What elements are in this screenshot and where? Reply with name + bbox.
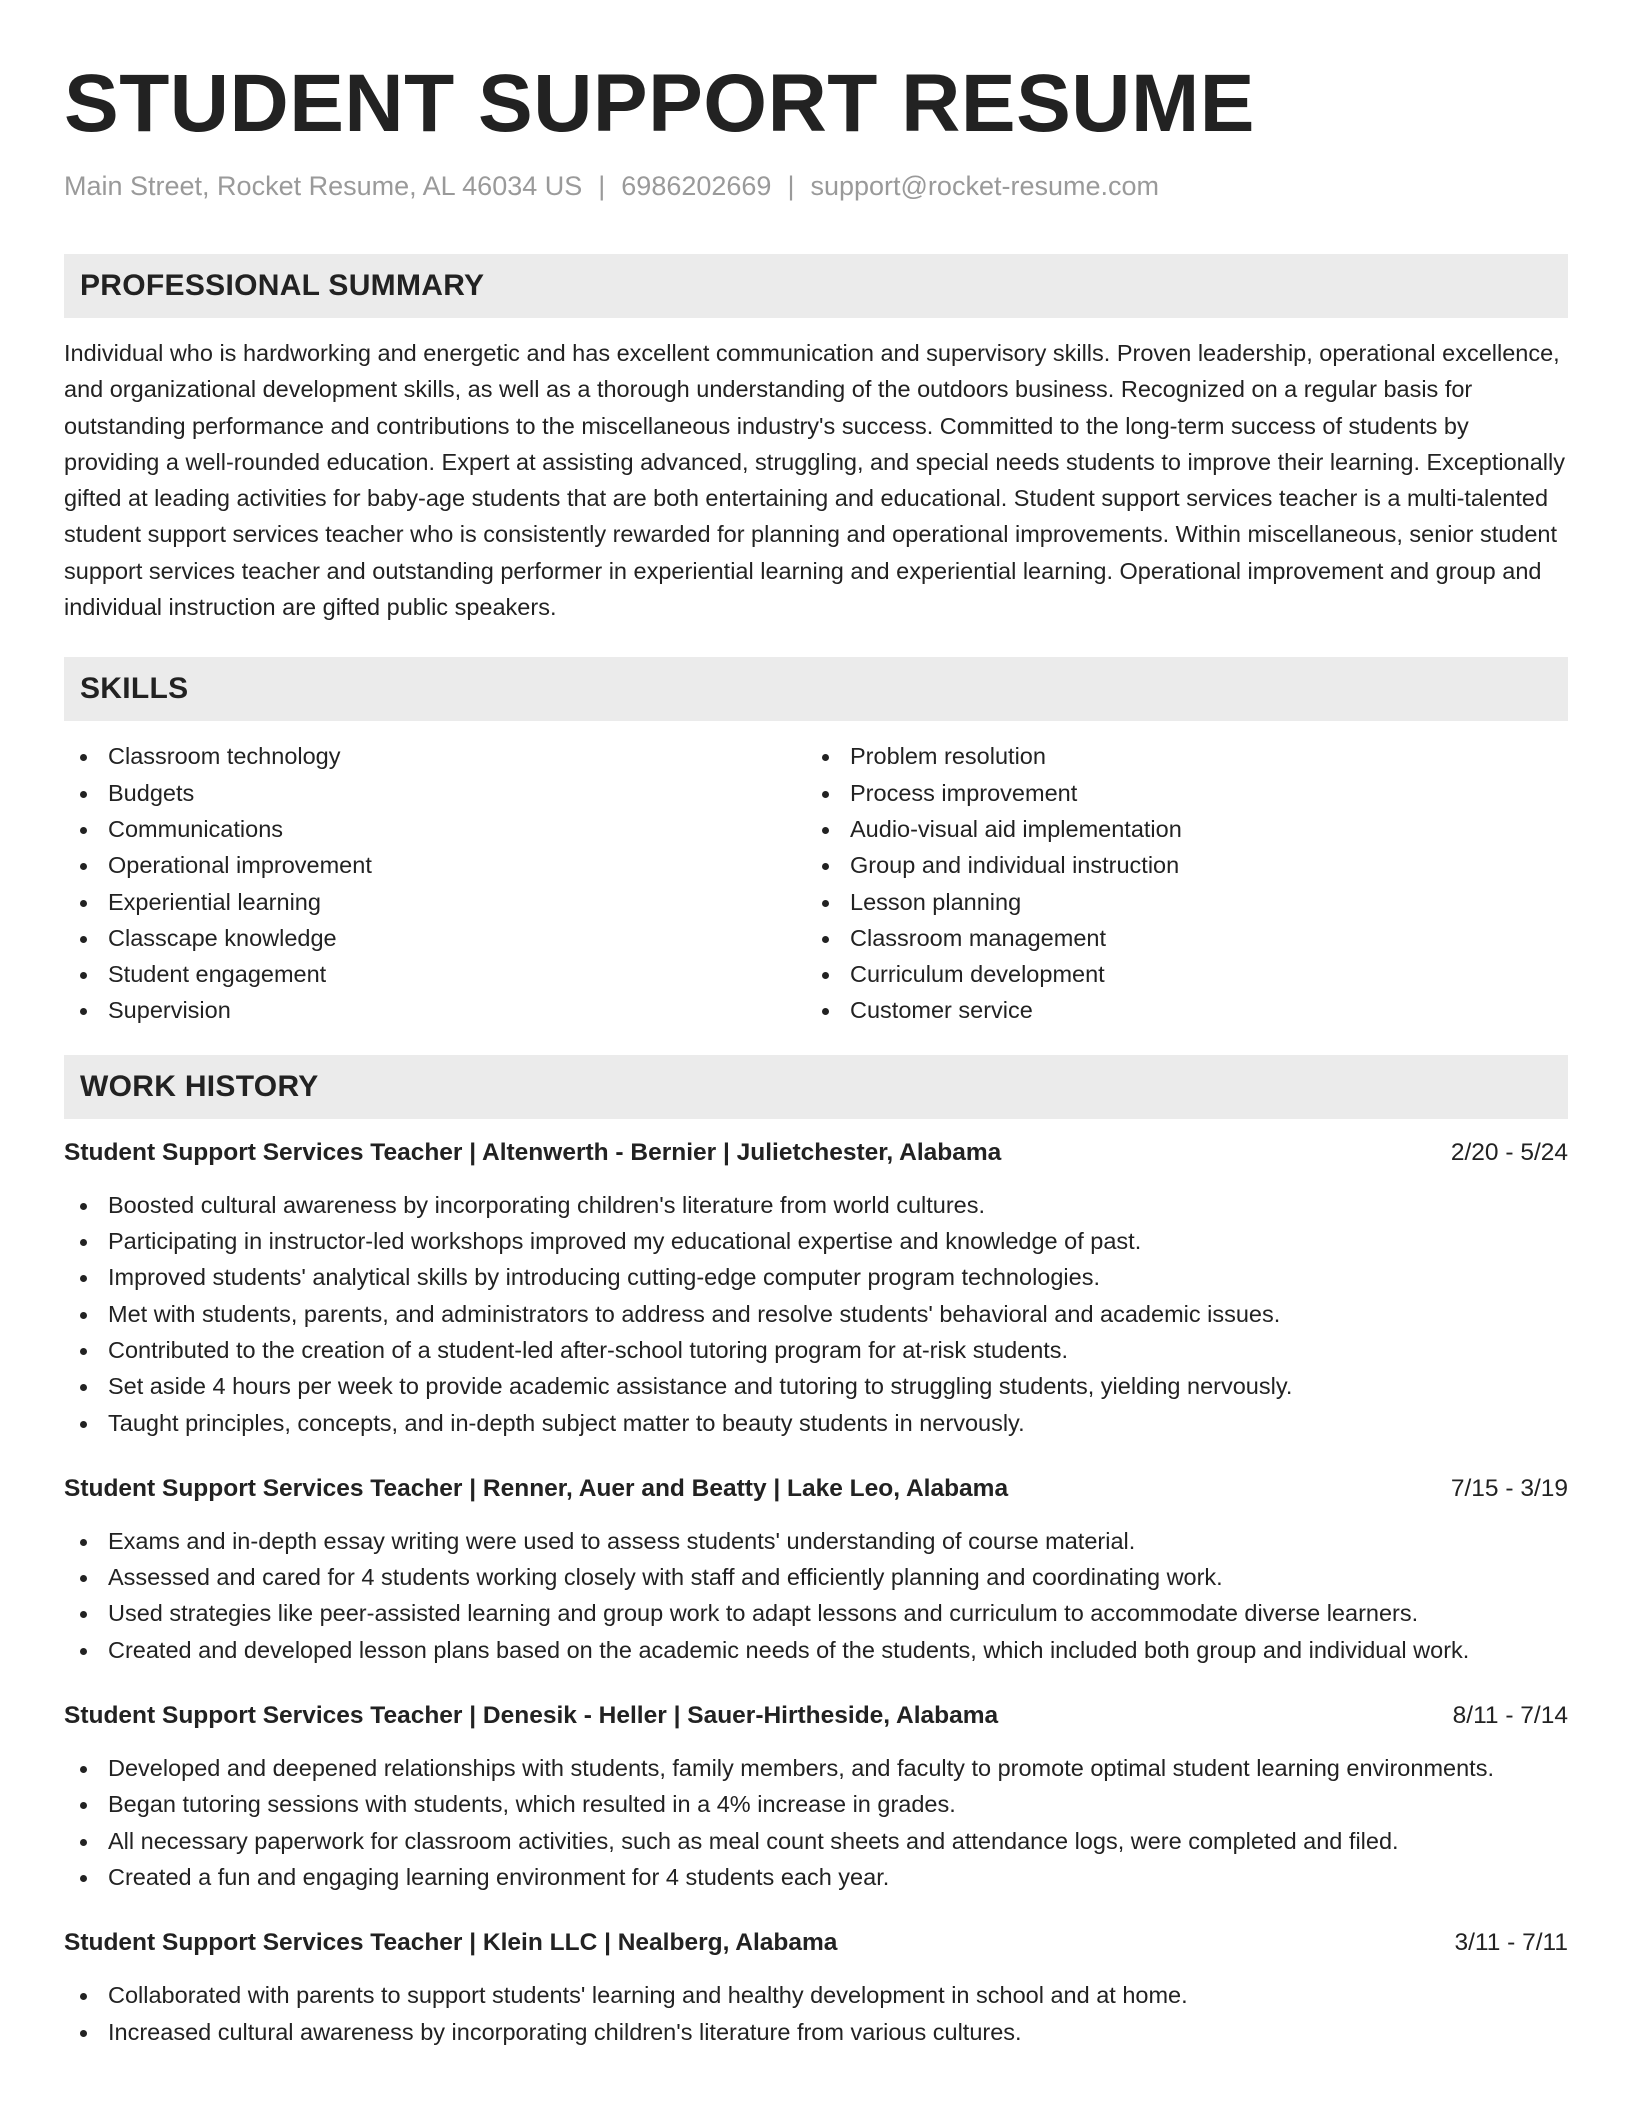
job-bullet: All necessary paperwork for classroom activities, such as meal count sheets and attendance logs, were completed and filed. bbox=[64, 1823, 1568, 1859]
skill-item: Classroom management bbox=[806, 920, 1548, 956]
job-bullet: Created and developed lesson plans based on the academic needs of the students, which included both group and individual work. bbox=[64, 1632, 1568, 1668]
skills-column-right bbox=[806, 738, 1548, 1028]
job-bullet: Created a fun and engaging learning environment for 4 students each year. bbox=[64, 1859, 1568, 1895]
skill-item: Problem resolution bbox=[806, 738, 1548, 774]
skill-item: Curriculum development bbox=[806, 956, 1548, 992]
job-bullet: Collaborated with parents to support students' learning and healthy development in school and at home. bbox=[64, 1977, 1568, 2013]
job-dates: 3/11 - 7/11 bbox=[1454, 1929, 1568, 1957]
contact-phone: 6986202669 bbox=[621, 171, 772, 201]
resume-title: STUDENT SUPPORT RESUME bbox=[64, 58, 1255, 149]
contact-line bbox=[64, 170, 1568, 202]
job-title: Student Support Services Teacher | Klein LLC | Nealberg, Alabama bbox=[64, 1929, 838, 1957]
job-entry bbox=[64, 1927, 1568, 2050]
job-bullet: Set aside 4 hours per week to provide academic assistance and tutoring to struggling students, yielding nervously. bbox=[64, 1368, 1568, 1404]
job-entry bbox=[64, 1137, 1568, 1441]
job-bullet: Increased cultural awareness by incorporating children's literature from various cultures. bbox=[64, 2014, 1568, 2050]
job-bullet: Taught principles, concepts, and in-depth subject matter to beauty students in nervously. bbox=[64, 1405, 1568, 1441]
skill-item: Lesson planning bbox=[806, 884, 1548, 920]
work-history-heading: WORK HISTORY bbox=[64, 1055, 1568, 1119]
skill-item: Budgets bbox=[64, 775, 806, 811]
job-bullet: Participating in instructor-led workshops improved my educational expertise and knowledge of past. bbox=[64, 1223, 1568, 1259]
skill-item: Supervision bbox=[64, 992, 806, 1028]
skill-item: Communications bbox=[64, 811, 806, 847]
skill-item: Audio-visual aid implementation bbox=[806, 811, 1548, 847]
skill-item: Student engagement bbox=[64, 956, 806, 992]
job-entry bbox=[64, 1700, 1568, 1895]
skill-item: Process improvement bbox=[806, 775, 1548, 811]
contact-separator: | bbox=[598, 171, 606, 201]
skill-item: Experiential learning bbox=[64, 884, 806, 920]
job-bullet: Contributed to the creation of a student-led after-school tutoring program for at-risk students. bbox=[64, 1332, 1568, 1368]
contact-separator: | bbox=[787, 171, 795, 201]
job-bullet: Assessed and cared for 4 students working closely with staff and efficiently planning and coordinating work. bbox=[64, 1559, 1568, 1595]
job-title: Student Support Services Teacher | Denesik - Heller | Sauer-Hirtheside, Alabama bbox=[64, 1702, 999, 1730]
skills-column-left bbox=[64, 738, 806, 1028]
summary-heading: PROFESSIONAL SUMMARY bbox=[64, 254, 1568, 318]
job-dates: 2/20 - 5/24 bbox=[1450, 1138, 1568, 1166]
job-entry bbox=[64, 1473, 1568, 1668]
skill-item: Operational improvement bbox=[64, 847, 806, 883]
summary-text: Individual who is hardworking and energetic and has excellent communication and supervisory skills. Proven leadership, operational excellence, and organizational development skills, as well as a thorough understanding of the outdoors business. Recognized on a regular basis for outstanding performance and contributions to the miscellaneous industry's success. Committed to the long-term success of students by providing a well-rounded education. Expert at assisting advanced, struggling, and special needs students to improve their learning. Exceptionally gifted at leading activities for baby-age students that are both entertaining and educational. Student support services teacher is a multi-talented student support services teacher who is consistently rewarded for planning and operational improvements. Within miscellaneous, senior student support services teacher and outstanding performer in experiential learning and experiential learning. Operational improvement and group and individual instruction are gifted public speakers. bbox=[64, 340, 1565, 621]
job-bullet: Boosted cultural awareness by incorporating children's literature from world cultures. bbox=[64, 1187, 1568, 1223]
contact-email: support@rocket-resume.com bbox=[810, 171, 1159, 201]
skill-item: Customer service bbox=[806, 992, 1548, 1028]
skill-item: Classroom technology bbox=[64, 738, 806, 774]
job-title: Student Support Services Teacher | Renner, Auer and Beatty | Lake Leo, Alabama bbox=[64, 1474, 1009, 1502]
job-bullet: Developed and deepened relationships with students, family members, and faculty to promote optimal student learning environments. bbox=[64, 1750, 1568, 1786]
job-bullet: Improved students' analytical skills by introducing cutting-edge computer program technologies. bbox=[64, 1259, 1568, 1295]
skill-item: Group and individual instruction bbox=[806, 847, 1548, 883]
skills-grid bbox=[64, 738, 1568, 1028]
job-title: Student Support Services Teacher | Altenwerth - Bernier | Julietchester, Alabama bbox=[64, 1138, 1002, 1166]
job-bullet: Met with students, parents, and administrators to address and resolve students' behavioral and academic issues. bbox=[64, 1296, 1568, 1332]
job-bullet: Used strategies like peer-assisted learning and group work to adapt lessons and curriculum to accommodate diverse learners. bbox=[64, 1595, 1568, 1631]
job-dates: 7/15 - 3/19 bbox=[1450, 1474, 1568, 1502]
skill-item: Classcape knowledge bbox=[64, 920, 806, 956]
contact-address: Main Street, Rocket Resume, AL 46034 US bbox=[64, 171, 583, 201]
job-dates: 8/11 - 7/14 bbox=[1452, 1702, 1568, 1730]
job-bullet: Began tutoring sessions with students, which resulted in a 4% increase in grades. bbox=[64, 1786, 1568, 1822]
job-bullet: Exams and in-depth essay writing were used to assess students' understanding of course material. bbox=[64, 1523, 1568, 1559]
skills-heading: SKILLS bbox=[64, 657, 1568, 721]
